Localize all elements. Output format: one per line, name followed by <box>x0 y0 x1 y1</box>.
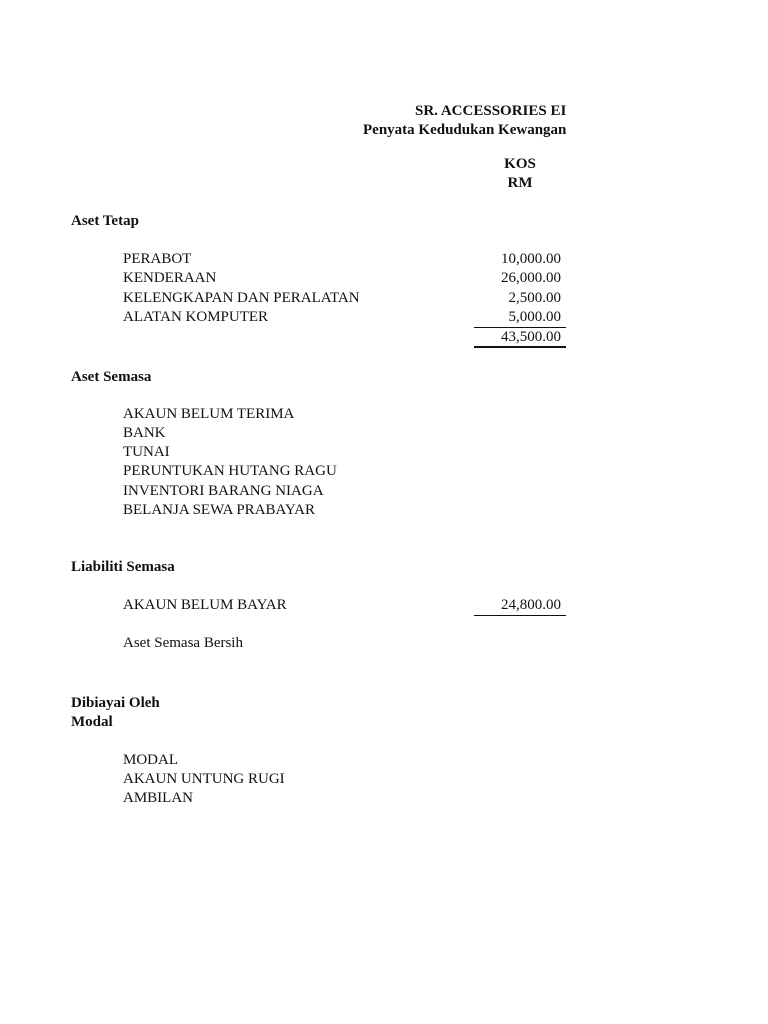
line-item-label: KENDERAAN <box>123 270 217 286</box>
line-item-amount: 24,800.00 <box>501 597 561 613</box>
statement-title: Penyata Kedudukan Kewangan <box>363 122 567 138</box>
column-header-currency: RM <box>507 175 533 191</box>
fixed-assets-total: 43,500.00 <box>501 329 561 345</box>
subtotal-rule <box>474 615 566 616</box>
line-item-label: BANK <box>123 425 166 441</box>
company-title: SR. ACCESSORIES EI <box>415 103 567 119</box>
line-item-label: PERUNTUKAN HUTANG RAGU <box>123 463 337 479</box>
subtotal-rule <box>474 327 566 328</box>
line-item-amount: 26,000.00 <box>501 270 561 286</box>
line-item-label: KELENGKAPAN DAN PERALATAN <box>123 290 360 306</box>
net-current-assets-label: Aset Semasa Bersih <box>123 635 243 651</box>
section-current-assets: Aset Semasa <box>71 369 152 385</box>
total-rule <box>474 346 566 348</box>
line-item-label: ALATAN KOMPUTER <box>123 309 269 325</box>
section-financed-by: Dibiayai Oleh <box>71 695 160 711</box>
line-item-label: MODAL <box>123 752 178 768</box>
line-item-label: INVENTORI BARANG NIAGA <box>123 483 324 499</box>
line-item-amount: 2,500.00 <box>508 290 561 306</box>
line-item-label: AKAUN UNTUNG RUGI <box>123 771 285 787</box>
line-item-amount: 5,000.00 <box>508 309 561 325</box>
line-item-label: PERABOT <box>123 251 192 267</box>
column-header-cost: KOS <box>504 156 536 172</box>
line-item-amount: 10,000.00 <box>501 251 561 267</box>
section-capital: Modal <box>71 714 113 730</box>
line-item-label: AKAUN BELUM BAYAR <box>123 597 287 613</box>
line-item-label: AMBILAN <box>123 790 193 806</box>
line-item-label: AKAUN BELUM TERIMA <box>123 406 295 422</box>
line-item-label: BELANJA SEWA PRABAYAR <box>123 502 315 518</box>
section-current-liabilities: Liabiliti Semasa <box>71 559 175 575</box>
section-fixed-assets: Aset Tetap <box>71 213 139 229</box>
line-item-label: TUNAI <box>123 444 170 460</box>
